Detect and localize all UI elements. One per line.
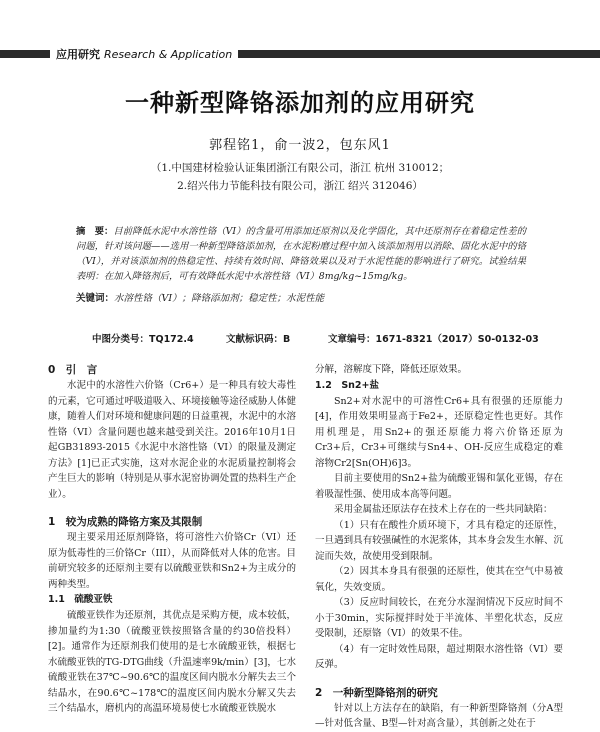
paragraph: 分解，溶解度下降，降低还原效果。 <box>315 364 468 375</box>
list-item: （2）因其本身具有很强的还原性，使其在空气中易被氧化，失效变质。 <box>315 566 563 593</box>
section-label-en: Research & Application <box>104 48 233 61</box>
keywords <box>76 290 526 304</box>
document-code: 文献标识码：B <box>226 334 291 345</box>
subsection-heading: 1.1 硫酸亚铁 <box>48 594 113 605</box>
keywords-label: 关键词： <box>76 293 115 304</box>
section-label <box>50 47 238 62</box>
affiliation-1: （1.中国建材检验认证集团浙江有限公司，浙江 杭州 310012； <box>150 162 450 174</box>
section-heading: 0 引 言 <box>48 364 98 376</box>
section-label-cn: 应用研究 <box>56 48 100 61</box>
section-heading: 1 较为成熟的降铬方案及其限制 <box>48 516 203 528</box>
paragraph: 针对以上方法存在的缺陷，有一种新型降铬剂（分A型—针对低含量、B型—针对高含量），其创新之处在于 <box>315 702 563 729</box>
paragraph: 目前主要使用的Sn2+盐为硫酸亚锡和氯化亚锡，存在着吸湿性强、使用成本高等问题。 <box>315 473 563 500</box>
abstract <box>76 224 526 284</box>
keywords-text: 水溶性铬（VI）；降铬添加剂；稳定性；水泥性能 <box>114 293 325 304</box>
paragraph: Sn2+对水泥中的可溶性Cr6+具有很强的还原能力[4]，作用效果明显高于Fe2+，还原稳定性也更好。其作用机理是，用Sn2+的强还原能力将六价铬还原为Cr3+后，Cr3+可继续与Sn4+、OH-反应生成稳定的难溶物Cr2[Sn(OH)6]3。 <box>315 395 563 469</box>
abstract-text: 目前降低水泥中水溶性铬（VI）的含量可用添加还原剂以及化学固化，其中还原剂存在着稳定性差的问题，针对该问题——选用一种新型降铬添加剂，在水泥粉磨过程中加入该添加剂用以消除、固化水泥中的铬（VI），并对该添加剂的热稳定性、持续有效时间、降铬效果以及对于水泥性能的影响进行了研究。试验结果表明：在加入降铬剂后，可有效降低水泥中水溶性铬（VI）8mg/kg~15mg/kg。 <box>76 226 526 282</box>
list-item: （4）有一定时效性局限，超过期限水溶性铬（VI）要反弹。 <box>315 643 563 670</box>
paragraph: 硫酸亚铁作为还原剂，其优点是采购方便，成本较低，掺加量约为1:30（硫酸亚铁按照铬含量的约30倍投料）[2]。通常作为还原剂我们使用的是七水硫酸亚铁，根据七水硫酸亚铁的TG-DTG曲线（升温速率9k/min）[3]，七水硫酸亚铁在37℃~90.6℃的温度区间内脱水分解失去三个结晶水，在90.6℃~178℃的温度区间内脱水分解又失去三个结晶水，磨机内的高温环境易使七水硫酸亚铁脱水 <box>48 610 296 714</box>
subsection-heading: 1.2 Sn2+盐 <box>315 379 380 391</box>
list-item: （3）反应时间较长，在充分水湿润情况下反应时间不小于30min，实际搅拌时处于半流体、半塑化状态，反应受限制，还原铬（VI）的效果不佳。 <box>315 597 563 639</box>
journal-header <box>0 22 600 61</box>
authors: 郭程铭1，俞一波2，包东风1 <box>209 138 391 153</box>
list-item: （1）只有在酸性介质环境下，才具有稳定的还原性，一旦遇到具有较强碱性的水泥浆体，其本身会发生水解、沉淀而失效，故使用受到限制。 <box>315 519 563 562</box>
paragraph: 现主要采用还原剂降铬，将可溶性六价铬Cr（VI）还原为低毒性的三价铬Cr（III），从而降低对人体的危害。目前研究较多的还原剂主要有以硫酸亚铁和Sn2+为主成分的两种类型。 <box>48 532 296 590</box>
paragraph: 采用金属盐还原法存在技术上存在的一些共同缺陷： <box>334 504 553 515</box>
section-heading: 2 一种新型降铬剂的研究 <box>315 686 438 699</box>
clc-number: 中图分类号：TQ172.4 <box>92 334 194 345</box>
left-column <box>48 362 296 717</box>
abstract-label: 摘 要： <box>76 226 114 237</box>
paragraph: 水泥中的水溶性六价铬（Cr6+）是一种具有较大毒性的元素，它可通过呼吸道吸入、环境接触等途径威胁人体健康，随着人们对环境和健康问题的日益重视，水泥中的水溶性铬（VI）含量问题也越来越受到关注。2016年10月1日起GB31893-2015《水泥中水溶性铬（VI）的限量及测定方法》[1]已正式实施，这对水泥企业的水泥质量控制将会产生巨大的影响（特别是从事水泥窑协调处置的热料生产企业）。 <box>48 380 296 500</box>
article-title: 一种新型降铬添加剂的应用研究 <box>125 89 475 117</box>
affiliation-2: 2.绍兴伟力节能科技有限公司，浙江 绍兴 312046） <box>177 180 423 192</box>
article-number: 文章编号：1671-8321（2017）S0-0132-03 <box>328 334 539 345</box>
right-column <box>315 362 563 732</box>
